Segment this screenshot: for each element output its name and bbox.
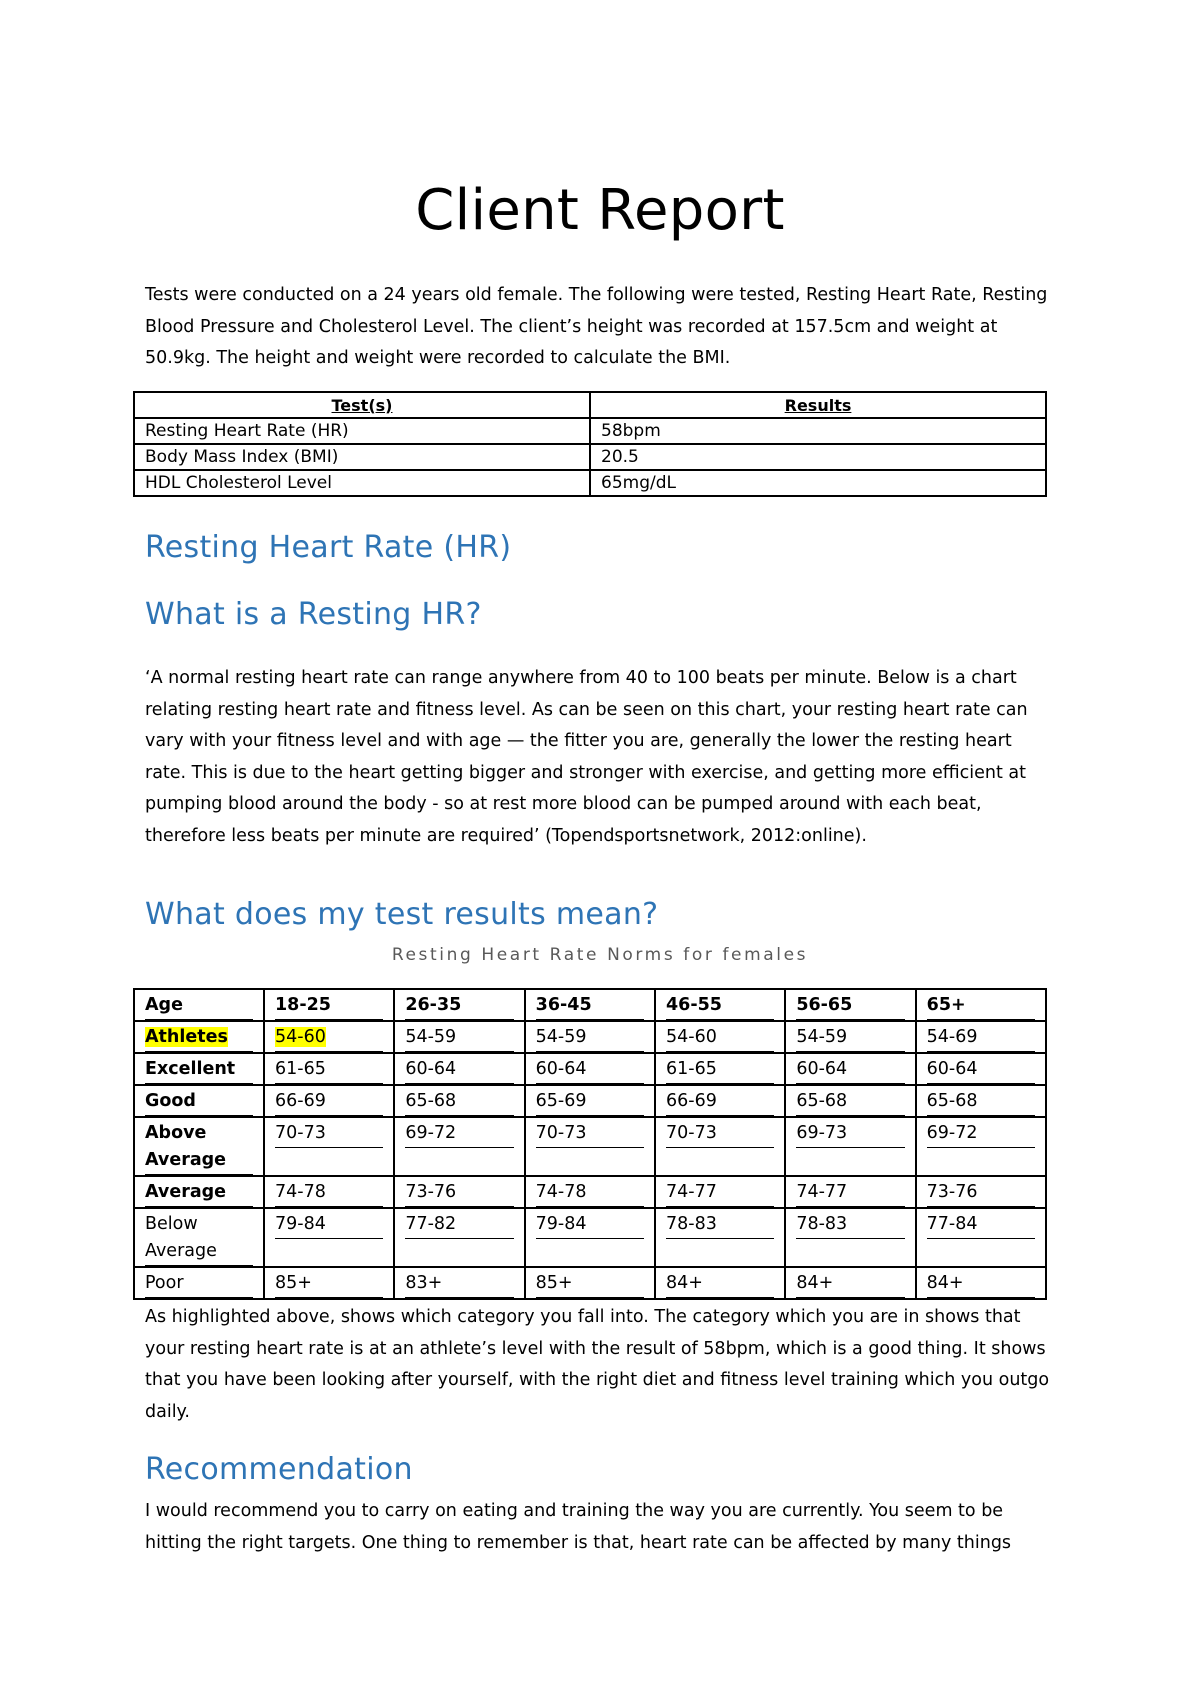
age-range-cell: 36-45: [536, 992, 644, 1020]
results-test-cell: Resting Heart Rate (HR): [134, 418, 590, 444]
results-test-cell: Body Mass Index (BMI): [134, 444, 590, 470]
norm-cell: 73-76: [405, 1179, 513, 1207]
section-heading-hr: Resting Heart Rate (HR): [145, 530, 512, 565]
section-heading-what: What is a Resting HR?: [145, 597, 482, 632]
category-label: Excellent: [145, 1056, 253, 1084]
norm-cell: 85+: [275, 1270, 383, 1298]
norm-cell: 66-69: [275, 1088, 383, 1116]
norm-cell: 69-72: [927, 1120, 1035, 1148]
norm-cell: 74-78: [536, 1179, 644, 1207]
recommendation-paragraph: I would recommend you to carry on eating and training the way you are currently. You seem to be hitting the right targets. One thing to remember is that, heart rate can be affected by many things: [145, 1501, 1012, 1553]
norm-cell: 69-72: [405, 1120, 513, 1148]
norm-cell: 79-84: [275, 1211, 383, 1239]
norm-cell: 54-60: [666, 1024, 774, 1052]
page-title: Client Report: [415, 177, 785, 243]
norm-cell: 65-69: [536, 1088, 644, 1116]
norm-cell: 70-73: [275, 1120, 383, 1148]
norm-cell: 83+: [405, 1270, 513, 1298]
norm-cell: 77-84: [927, 1211, 1035, 1239]
intro-paragraph: Tests were conducted on a 24 years old female. The following were tested, Resting Heart Rate, Resting Blood Pressure and Cholesterol Level. The client’s height was recorded at 157.5cm and weight at 50.9kg. The height and weight were recorded to calculate the BMI.: [145, 285, 1048, 368]
quote-paragraph: ‘A normal resting heart rate can range anywhere from 40 to 100 beats per minute. Below is a chart relating resting heart rate and fitness level. As can be seen on this chart, your resting heart rate can vary with your fitness level and with age — the fitter you are, generally the lower the resting heart rate. This is due to the heart getting bigger and stronger with exercise, and getting more efficient at pumping blood around the body - so at rest more blood can be pumped around with each beat, therefore less beats per minute are required’ (Topendsportsnetwork, 2012:online).: [145, 668, 1028, 846]
table-row: [134, 1208, 1046, 1267]
table-row: [134, 1176, 1046, 1208]
age-range-cell: 26-35: [405, 992, 513, 1020]
results-header-row: [134, 392, 1046, 418]
results-value-cell: 58bpm: [590, 418, 1046, 444]
norms-header-row: [134, 989, 1046, 1021]
norm-cell: 54-59: [536, 1024, 644, 1052]
norm-cell: 61-65: [666, 1056, 774, 1084]
norm-cell: 61-65: [275, 1056, 383, 1084]
norm-cell: 74-77: [796, 1179, 904, 1207]
results-table: [133, 391, 1047, 497]
table-row: [134, 418, 1046, 444]
norm-cell: 70-73: [666, 1120, 774, 1148]
table-row: [134, 1053, 1046, 1085]
norm-cell: 65-68: [796, 1088, 904, 1116]
results-header-results: Results: [590, 392, 1046, 418]
norm-cell: 78-83: [796, 1211, 904, 1239]
norm-cell: 84+: [666, 1270, 774, 1298]
results-header-test: Test(s): [134, 392, 590, 418]
section-heading-recommendation: Recommendation: [145, 1452, 413, 1487]
norm-cell: 85+: [536, 1270, 644, 1298]
results-value-cell: 20.5: [590, 444, 1046, 470]
norm-cell: 84+: [796, 1270, 904, 1298]
results-test-cell: HDL Cholesterol Level: [134, 470, 590, 496]
norm-cell: 60-64: [927, 1056, 1035, 1084]
table-row: [134, 1117, 1046, 1176]
table-row: [134, 444, 1046, 470]
norms-age-label: Age: [134, 989, 264, 1021]
norm-cell: 54-69: [927, 1024, 1035, 1052]
table-row: [134, 1267, 1046, 1299]
norms-table-title: Resting Heart Rate Norms for females: [391, 945, 809, 965]
norm-cell: 60-64: [536, 1056, 644, 1084]
category-label: Good: [145, 1088, 253, 1116]
results-value-cell: 65mg/dL: [590, 470, 1046, 496]
norm-cell: 54-59: [796, 1024, 904, 1052]
norm-cell: 77-82: [405, 1211, 513, 1239]
category-label: [145, 1024, 253, 1052]
age-range-cell: 65+: [927, 992, 1035, 1020]
highlighted-category: Athletes: [145, 1027, 228, 1047]
norm-cell: 84+: [927, 1270, 1035, 1298]
table-row: [134, 470, 1046, 496]
category-label: Below Average: [145, 1211, 253, 1266]
norm-cell: [275, 1024, 383, 1052]
explanation-paragraph: As highlighted above, shows which category you fall into. The category which you are in shows that your resting heart rate is at an athlete’s level with the result of 58bpm, which is a good thing. It shows that you have been looking after yourself, with the right diet and fitness level training which you outgo daily.: [145, 1307, 1050, 1422]
category-label: Poor: [145, 1270, 253, 1298]
age-range-cell: 46-55: [666, 992, 774, 1020]
norm-cell: 54-59: [405, 1024, 513, 1052]
norm-cell: 78-83: [666, 1211, 774, 1239]
category-label: Above Average: [145, 1120, 253, 1175]
table-row: [134, 1085, 1046, 1117]
norm-cell: 60-64: [405, 1056, 513, 1084]
norm-cell: 60-64: [796, 1056, 904, 1084]
table-row: [134, 1021, 1046, 1053]
age-range-cell: 18-25: [275, 992, 383, 1020]
norm-cell: 65-68: [405, 1088, 513, 1116]
section-heading-mean: What does my test results mean?: [145, 897, 659, 932]
category-label: Average: [145, 1179, 253, 1207]
norm-cell: 79-84: [536, 1211, 644, 1239]
norm-cell: 70-73: [536, 1120, 644, 1148]
norm-cell: 74-78: [275, 1179, 383, 1207]
norms-table: [133, 988, 1047, 1300]
norm-cell: 65-68: [927, 1088, 1035, 1116]
norm-cell: 73-76: [927, 1179, 1035, 1207]
norm-cell: 69-73: [796, 1120, 904, 1148]
norm-cell: 74-77: [666, 1179, 774, 1207]
highlighted-value: 54-60: [275, 1027, 326, 1047]
age-range-cell: 56-65: [796, 992, 904, 1020]
norm-cell: 66-69: [666, 1088, 774, 1116]
